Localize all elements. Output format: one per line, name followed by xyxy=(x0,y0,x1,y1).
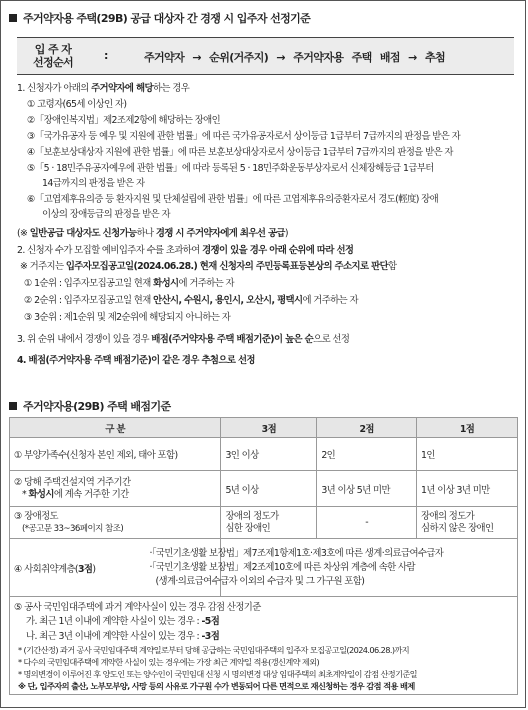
may18-item-cont: 14급까지의 판정을 받은 자 xyxy=(42,178,145,189)
header-category: 구 분 xyxy=(10,418,221,438)
row-residence-3pt: 5년 이상 xyxy=(221,471,317,507)
table-row xyxy=(10,597,518,695)
table-row xyxy=(10,471,518,507)
row-vulnerable-label: ④ 사회취약계층(3점) xyxy=(10,539,221,597)
table-header-row xyxy=(10,418,518,438)
row-disability-2pt: - xyxy=(317,507,417,539)
table-row xyxy=(10,438,518,471)
criteria-1: 1. 신청자가 아래의 주거약자에 해당하는 경우 xyxy=(17,83,190,94)
row-disability-1pt: 장애의 정도가 심하지 않은 장애인 xyxy=(417,507,518,539)
selection-order-box xyxy=(17,37,514,75)
rank-2: ② 2순위 : 입주자모집공고일 현재 안산시, 수원시, 용인시, 오산시, 평택시에 거주하는 자 xyxy=(24,295,358,306)
row-residence-1pt: 1년 이상 3년 미만 xyxy=(417,471,518,507)
row-dependents-label: ① 부양가족수(신청자 본인 제외, 태아 포함) xyxy=(10,438,221,471)
square-bullet-icon xyxy=(9,14,17,22)
row-residence-label: ② 당해 주택건설지역 거주기간 * 화성시에 계속 거주한 기간 xyxy=(10,471,221,507)
row-residence-2pt: 3년 이상 5년 미만 xyxy=(317,471,417,507)
rank-1: ① 1순위 : 입주자모집공고일 현재 화성시에 거주하는 자 xyxy=(24,278,234,289)
row-dependents-3pt: 3인 이상 xyxy=(221,438,317,471)
row-disability-label: ③ 장애정도 (*공고문 33~36페이지 참조) xyxy=(10,507,221,539)
residence-note: ※ 거주지는 입주자모집공고일(2024.06.28.) 현재 신청자의 주민등록표등본상의 주소지로 판단함 xyxy=(20,261,397,272)
section2-title: 주거약자용(29B) 주택 배점기준 xyxy=(9,398,171,414)
header-2pt: 2점 xyxy=(317,418,417,438)
square-bullet-icon xyxy=(9,402,17,410)
section1-title: 주거약자용 주택(29B) 공급 대상자 간 경쟁 시 입주자 선정기준 xyxy=(9,10,310,26)
disabled-item: ②「장애인복지법」제2조제2항에 해당하는 장애인 xyxy=(27,115,221,126)
table-row xyxy=(10,539,518,597)
row-dependents-2pt: 2인 xyxy=(317,438,417,471)
criteria-2: 2. 신청자 수가 모집할 예비입주자 수를 초과하여 경쟁이 있을 경우 아래 순위에 따라 선정 xyxy=(17,245,354,256)
may18-item: ⑤「5 · 18민주유공자예우에 관한 법률」에 따라 등록된 5 · 18민주화운동부상자로서 신체장해등급 1급부터 xyxy=(27,163,434,174)
row-disability-3pt: 장애의 정도가 심한 장애인 xyxy=(221,507,317,539)
general-supply-note: (※ 일반공급 대상자도 신청가능하나 경쟁 시 주거약자에게 최우선 공급) xyxy=(17,228,288,239)
criteria-3: 3. 위 순위 내에서 경쟁이 있을 경우 배점(주거약자용 주택 배점기준)이 높은 순으로 선정 xyxy=(17,334,350,345)
selection-order-flow: 주거약자 → 순위(거주지) → 주거약자용 주택 배점 → 추첨 xyxy=(144,51,446,64)
compensation-item: ④「보훈보상대상자 지원에 관한 법률」에 따른 보훈보상대상자로서 상이등급 1급부터 7급까지의 판정을 받은 자 xyxy=(27,147,453,158)
elderly-item: ① 고령자(65세 이상인 자) xyxy=(27,99,127,110)
veteran-item: ③「국가유공자 등 예우 및 지원에 관한 법률」에 따른 국가유공자로서 상이등급 1급부터 7급까지의 판정을 받은 자 xyxy=(27,131,461,142)
row-vulnerable-desc: ·「국민기초생활 보장법」제7조제1항제1호·제3호에 따른 생계·의료급여수급자 ·「국민기초생활 보장법」제2조제10호에 따른 차상위 계층에 속한 사람 (생계·의료급여수급자 이외의 수급자 및 그 가구원 포함) xyxy=(221,539,518,597)
agent-orange-item: ⑥「고엽제후유의증 등 환자지원 및 단체설립에 관한 법률」에 따른 고엽제후유의증환자로서 경도(輕度) 장애 xyxy=(27,194,439,205)
row-deduction: ⑤ 공사 국민임대주택에 과거 계약사실이 있는 경우 감점 산정기준 가. 최근 1년 이내에 계약한 사실이 있는 경우 : -5점 나. 최근 3년 이내에 계약한 사실이 있는 경우 : -3점 * (기간산정) 과거 공사 국민임대주택 계약일로부터 당해 공급하는 국민임대주택의 입주자 모집공고일(2024.06.28.)까지 * 다수의 국민임대주택에 계약한 사실이 있는 경우에는 가장 최근 계약일 적용(갱신계약 제외) * 명의변경이 이루어진 후 양도인 또는 양수인이 국민임대 신청 시 명의변경 대상 임대주택의 최초계약일이 감점 산정기준일 ※ 단, 입주자의 출산, 노부모부양, 사망 등의 사유로 가구원 수가 변동되어 다른 면적으로 재신청하는 경우 감점 적용 배제 xyxy=(10,597,518,695)
rank-3: ③ 3순위 : 제1순위 및 제2순위에 해당되지 아니하는 자 xyxy=(24,312,231,323)
scoring-table xyxy=(9,417,518,695)
criteria-4: 4. 배점(주거약자용 주택 배점기준)이 같은 경우 추첨으로 선정 xyxy=(17,355,255,366)
row-dependents-1pt: 1인 xyxy=(417,438,518,471)
agent-orange-item-cont: 이상의 장애등급의 판정을 받은 자 xyxy=(42,209,170,220)
header-1pt: 1점 xyxy=(417,418,518,438)
order-colon: : xyxy=(104,49,109,62)
selection-order-label: 입 주 자 선정순서 xyxy=(32,43,74,69)
header-3pt: 3점 xyxy=(221,418,317,438)
table-row xyxy=(10,507,518,539)
